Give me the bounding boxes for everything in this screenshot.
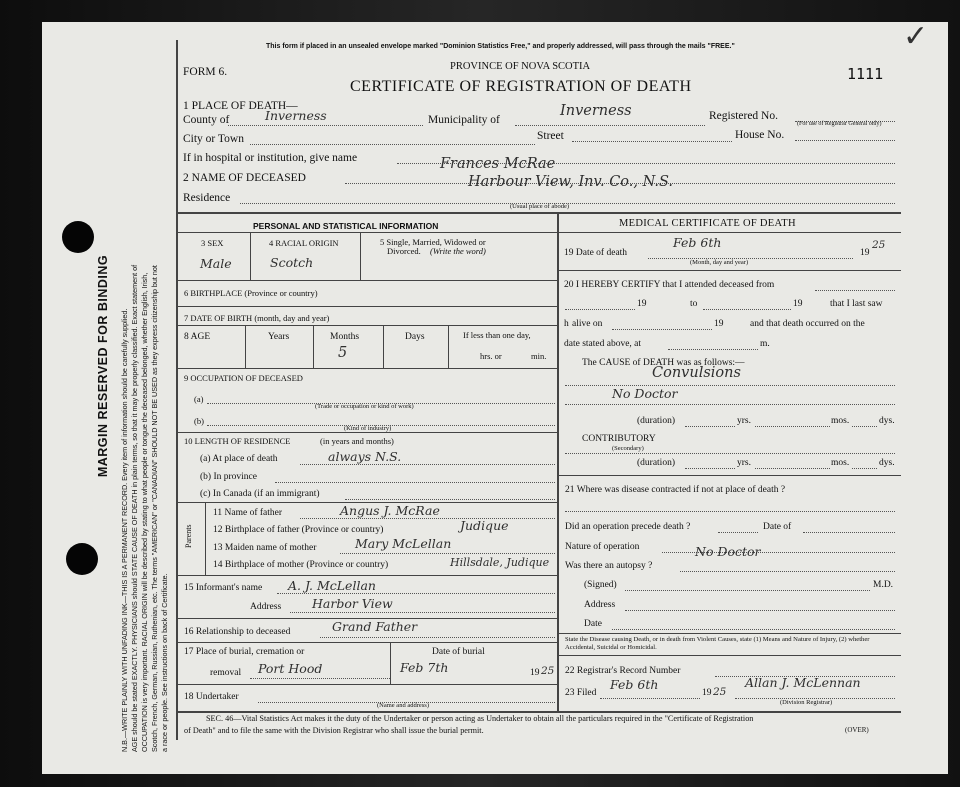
in-province-label: (b) In province: [200, 472, 257, 482]
at-place-value: always N.S.: [328, 449, 402, 464]
signed-label: (Signed): [584, 580, 617, 590]
over-label: (OVER): [845, 726, 869, 734]
filed-year-prefix: 19: [702, 688, 712, 698]
filed-label: 23 Filed: [565, 688, 597, 698]
duration-label: (duration): [637, 416, 675, 426]
rule: [558, 270, 901, 271]
burial-date-label: Date of burial: [432, 647, 485, 657]
medical-address-line: [625, 610, 895, 611]
father-birth-label: 12 Birthplace of father (Province or country): [213, 525, 384, 535]
street-line: [572, 141, 732, 142]
registered-note: (For use of Registrar General only): [797, 121, 882, 127]
municipality-line: [515, 125, 705, 126]
form-number: FORM 6.: [183, 66, 228, 78]
informant-value: A. J. McLellan: [288, 578, 376, 593]
name-label: 2 NAME OF DECEASED: [183, 172, 306, 184]
violent-causes-note: State the Disease causing Death, or in death from Violent Causes, state (1) Means and Nature of Injury, (2) whether Accidental, Suicidal or Homicidal.: [565, 636, 870, 651]
footer-line-2: of Death" and to file the same with the Division Registrar who shall issue the burial permit.: [184, 726, 484, 735]
medical-date-line: [612, 629, 895, 630]
rule: [178, 642, 557, 643]
medical-date-label: Date: [584, 619, 602, 629]
alive-year: 19: [714, 319, 724, 329]
margin-line: a race or people. See instructions on back of Certificate.: [160, 573, 169, 752]
street-label: Street: [537, 130, 564, 142]
rule: [178, 368, 557, 369]
q21-line: [565, 511, 895, 512]
rule: [178, 325, 557, 326]
footer-rule: [178, 711, 901, 713]
age-label: 8 AGE: [184, 332, 211, 342]
days-label: Days: [405, 332, 425, 342]
margin-line: OCCUPATION is very important. RACIAL ORIGIN will be described by stating to what people or tongue the deceased belonged, whether English, Irish,: [140, 272, 149, 752]
rule: [205, 502, 206, 575]
rule: [178, 306, 557, 307]
form-left-rule: [176, 40, 178, 740]
certify-line: [815, 290, 895, 291]
rule: [245, 325, 246, 368]
death-year-prefix: 19: [860, 248, 870, 258]
margin-line: AGE should be stated EXACTLY. PHYSICIANS should STATE CAUSE OF DEATH in plain terms, so that it may be properly classified. Exact statement of: [130, 264, 139, 752]
autopsy-label: Was there an autopsy ?: [565, 561, 653, 571]
autopsy-value: No Doctor: [695, 544, 761, 559]
alive-label: alive on: [572, 319, 603, 329]
from-line: [565, 309, 635, 310]
autopsy-line: [680, 571, 895, 572]
last-saw-label: that I last saw: [830, 299, 883, 309]
burial-date-value: Feb 7th: [400, 660, 449, 675]
filed-value: Feb 6th: [610, 677, 659, 692]
alive-line: [612, 329, 712, 330]
contributory-line: [565, 453, 895, 454]
marital-note: (Write the word): [430, 246, 486, 256]
burial-label: 17 Place of burial, cremation or: [184, 647, 305, 657]
occ-a-note: (Trade or occupation or kind of work): [315, 403, 414, 410]
md-label: M.D.: [873, 580, 894, 590]
father-birth-value: Judique: [460, 518, 509, 533]
h-label: h: [564, 319, 569, 329]
years-label: Years: [268, 332, 290, 342]
rule: [178, 684, 557, 685]
signed-line: [625, 590, 870, 591]
section-top-rule: [178, 212, 901, 214]
date-of-death-label: 19 Date of death: [564, 248, 628, 258]
contributory-label: CONTRIBUTORY: [582, 434, 656, 444]
date-of-death-line: [648, 258, 853, 259]
in-canada-line: [345, 499, 555, 500]
duration2-dys-line: [852, 468, 877, 469]
mother-birth-label: 14 Birthplace of mother (Province or country): [213, 560, 389, 570]
municipality-label: Municipality of: [428, 114, 500, 126]
dob-label: 7 DATE OF BIRTH (month, day and year): [184, 313, 330, 323]
rule: [178, 232, 557, 233]
burial-year-value: 25: [541, 665, 555, 677]
father-name-value: Angus J. McRae: [340, 503, 440, 518]
address-label: Address: [250, 602, 282, 612]
undertaker-label: 18 Undertaker: [184, 692, 239, 702]
rule: [178, 432, 557, 433]
duration2-yrs-line: [685, 468, 735, 469]
address-value: Harbor View: [312, 596, 393, 611]
sex-value: Male: [200, 256, 232, 271]
margin-line: N.B.—WRITE PLAINLY WITH UNFADING INK—THIS IS A PERMANENT RECORD. Every item of information should be carefully supplied.: [120, 308, 129, 752]
punch-hole-top: [62, 221, 94, 253]
date-stated-label: date stated above, at: [564, 339, 642, 349]
place-heading: 1 PLACE OF DEATH—: [183, 100, 298, 112]
in-canada-label: (c) In Canada (if an immigrant): [200, 489, 320, 499]
rule: [558, 232, 901, 233]
residence-note: (Usual place of abode): [510, 203, 570, 210]
to-line: [703, 309, 791, 310]
certificate-title: CERTIFICATE OF REGISTRATION OF DEATH: [350, 78, 692, 95]
to-label: to: [690, 299, 698, 309]
city-label: City or Town: [183, 133, 244, 145]
county-line: [228, 125, 423, 126]
date-of-line: [803, 532, 895, 533]
marital-label-2: Divorced.: [387, 246, 421, 256]
dys-label: dys.: [879, 416, 895, 426]
serial-number: 1111: [847, 65, 884, 83]
date-of-death-note: (Month, day and year): [690, 259, 749, 266]
residence-value: Harbour View, Inv. Co., N.S.: [468, 174, 674, 190]
residence-length-label: 10 LENGTH OF RESIDENCE: [184, 436, 291, 446]
rule: [250, 232, 251, 280]
name-value: Frances McRae: [440, 156, 556, 172]
duration-dys-line: [852, 426, 877, 427]
rule: [178, 280, 557, 281]
municipality-value: Inverness: [560, 103, 632, 119]
at-place-line: [300, 464, 555, 465]
check-mark: ✓: [903, 20, 929, 53]
margin-line: Scotch, French, German, Russian, Ruthenian, etc. The terms "AMERICAN" or "CANADIAN" SHOULD NOT BE USED as they express citizenship but not: [150, 265, 159, 752]
margin-title: MARGIN RESERVED FOR BINDING: [96, 254, 110, 478]
removal-value: Port Hood: [258, 661, 323, 676]
m-label: m.: [760, 339, 770, 349]
date-of-label: Date of: [763, 522, 792, 532]
sex-label: 3 SEX: [201, 238, 224, 248]
mos-label: mos.: [831, 416, 850, 426]
mother-birth-value: Hillsdale, Judique: [450, 556, 550, 569]
mail-note: This form if placed in an unsealed envelope marked "Dominion Statistics Free," and properly addressed, will pass through the mails "FREE.": [266, 43, 735, 50]
address-line: [290, 612, 555, 613]
informant-line: [277, 593, 555, 594]
filed-line: [600, 698, 700, 699]
q21-label: 21 Where was disease contracted if not at place of death ?: [565, 485, 786, 495]
at-place-label: (a) At place of death: [200, 454, 278, 464]
marital-label: 5 Single, Married, Widowed or: [380, 237, 486, 247]
racial-value: Scotch: [270, 255, 314, 270]
from-year: 19: [637, 299, 647, 309]
date-of-death-value: Feb 6th: [673, 235, 722, 250]
occ-b-note: (Kind of industry): [344, 425, 392, 432]
rule: [448, 325, 449, 368]
removal-label: removal: [210, 668, 242, 678]
medical-address-label: Address: [584, 600, 616, 610]
undertaker-note: (Name and address): [377, 702, 429, 709]
birthplace-label: 6 BIRTHPLACE (Province or country): [184, 288, 318, 298]
dys-label-2: dys.: [879, 458, 895, 468]
informant-label: 15 Informant's name: [184, 583, 263, 593]
punch-hole-bottom: [66, 543, 98, 575]
personal-heading: PERSONAL AND STATISTICAL INFORMATION: [253, 221, 439, 231]
occupation-label: 9 OCCUPATION OF DECEASED: [184, 373, 303, 383]
registrar-label: 22 Registrar's Record Number: [565, 666, 681, 676]
duration-yrs-line: [685, 426, 735, 427]
yrs-label: yrs.: [737, 416, 751, 426]
rule: [390, 642, 391, 684]
relationship-line: [320, 637, 555, 638]
hrs-label: hrs. or: [480, 351, 502, 361]
rule: [383, 325, 384, 368]
occ-a: (a): [194, 394, 204, 404]
certificate-paper: [42, 22, 948, 774]
death-year-value: 25: [872, 239, 886, 251]
medical-heading: MEDICAL CERTIFICATE OF DEATH: [619, 218, 796, 229]
city-line: [250, 144, 535, 145]
months-label: Months: [330, 332, 360, 342]
occ-b: (b): [194, 416, 204, 426]
burial-year-prefix: 19: [530, 668, 540, 678]
binding-margin-text: [96, 70, 170, 752]
house-label: House No.: [735, 129, 785, 141]
relationship-label: 16 Relationship to deceased: [184, 627, 291, 637]
duration-label-2: (duration): [637, 458, 675, 468]
mother-name-line: [340, 553, 555, 554]
secondary-note: (Secondary): [612, 445, 644, 452]
racial-label: 4 RACIAL ORIGIN: [269, 238, 339, 248]
mother-name-label: 13 Maiden name of mother: [213, 543, 317, 553]
months-value: 5: [338, 345, 348, 361]
county-label: County of: [183, 114, 230, 126]
operation-label: Did an operation precede death ?: [565, 522, 691, 532]
footer-line-1: SEC. 46—Vital Statistics Act makes it the duty of the Undertaker or person acting as Undertaker to obtain all the particulars required in the "Certificate of Registration: [206, 714, 754, 723]
removal-line: [250, 678, 390, 679]
province-label: PROVINCE OF NOVA SCOTIA: [450, 61, 591, 72]
cause-value-1: Convulsions: [652, 365, 741, 381]
yrs-label-2: yrs.: [737, 458, 751, 468]
registered-label: Registered No.: [709, 110, 778, 122]
father-name-label: 11 Name of father: [213, 508, 283, 518]
relationship-value: Grand Father: [332, 619, 418, 634]
residence-label: Residence: [183, 192, 231, 204]
hospital-label: If in hospital or institution, give name: [183, 152, 358, 164]
duration2-mos-line: [755, 468, 830, 469]
less-than-day-label: If less than one day,: [463, 330, 531, 340]
father-name-line: [300, 518, 555, 519]
nature-label: Nature of operation: [565, 542, 640, 552]
in-province-line: [275, 482, 555, 483]
date-stated-line: [668, 349, 758, 350]
filed-year-value: 25: [713, 686, 727, 698]
certify-label: 20 I HEREBY CERTIFY that I attended deceased from: [564, 280, 775, 290]
rule: [558, 633, 901, 634]
division-note: (Division Registrar): [780, 699, 833, 706]
operation-line: [718, 532, 758, 533]
min-label: min.: [531, 351, 547, 361]
rule: [313, 325, 314, 368]
rule: [558, 655, 901, 656]
rule: [178, 575, 557, 576]
cause-line-2: [565, 404, 895, 405]
parents-label: Parents: [184, 524, 193, 548]
registrar-signature: Allan J. McLennan: [745, 675, 861, 690]
occurred-label: and that death occurred on the: [750, 319, 865, 329]
mos-label-2: mos.: [831, 458, 850, 468]
duration-mos-line: [755, 426, 830, 427]
rule: [360, 232, 361, 280]
residence-length-note: (in years and months): [320, 436, 394, 446]
house-line: [795, 140, 895, 141]
county-value: Inverness: [265, 108, 327, 123]
rule: [558, 475, 901, 476]
cause-label: The CAUSE of DEATH was as follows:—: [582, 358, 745, 368]
column-divider: [557, 212, 559, 712]
to-year: 19: [793, 299, 803, 309]
mother-name-value: Mary McLellan: [355, 536, 452, 551]
cause-value-2: No Doctor: [612, 386, 678, 401]
